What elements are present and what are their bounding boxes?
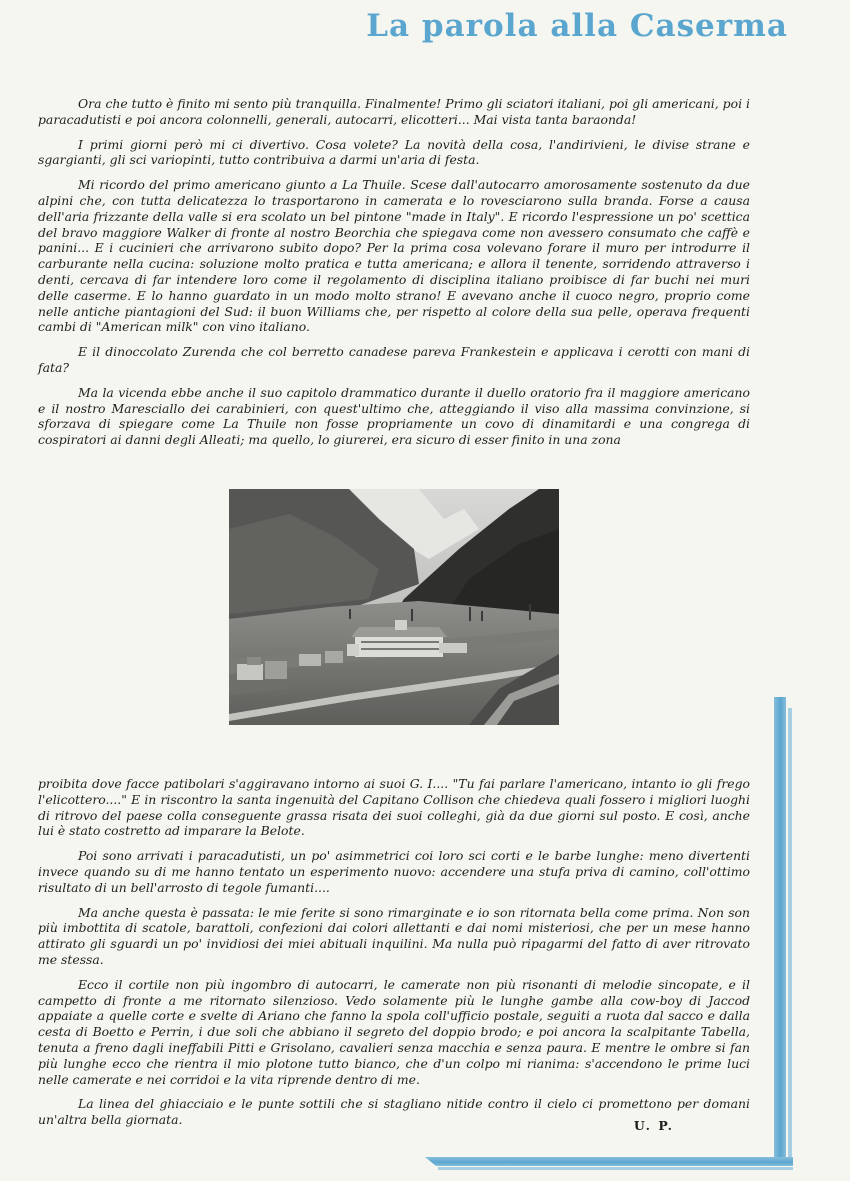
article-text-bottom bbox=[38, 776, 750, 1137]
decorative-frame-horizontal-shadow bbox=[438, 1167, 793, 1170]
decorative-frame-vertical bbox=[774, 697, 786, 1157]
decorative-frame-horizontal bbox=[425, 1157, 793, 1166]
paragraph: Poi sono arrivati i paracadutisti, un po' asimmetrici coi loro sci corti e le barbe lunghe: meno divertenti invece quando su di me hanno tentato un esperimento nuovo: accendere una stufa priva di camino, coll'ottimo risultato di un bell'arrosto di tegole fumanti.... bbox=[38, 848, 750, 895]
mountain-valley-image bbox=[229, 489, 559, 725]
paragraph: proibita dove facce patibolari s'aggiravano intorno ai suoi G. I.... "Tu fai parlare l'americano, intanto io gli frego l'elicottero...." E in riscontro la santa ingenuità del Capitano Collison che chiedeva quali fossero i migliori luoghi di ritrovo del paese colla conseguente grassa risata dei suoi colleghi, già da due giorni sul posto. E così, anche lui è stato costretto ad imparare la Belote. bbox=[38, 776, 750, 839]
paragraph: Ma la vicenda ebbe anche il suo capitolo drammatico durante il duello oratorio fra il maggiore americano e il nostro Maresciallo dei carabinieri, con quest'ultimo che, atteggiando il viso alla massima convinzione, si sforzava di spiegare come La Thuile non fosse propriamente un covo di dinamitardi e una congrega di cospiratori ai danni degli Alleati; ma quello, lo giurerei, era sicuro di esser finito in una zona bbox=[38, 384, 750, 448]
paragraph: La linea del ghiacciaio e le punte sottili che si stagliano nitide contro il cielo ci promettono per domani un'altra bella giornata. bbox=[38, 1096, 750, 1128]
author-signature: U. P. bbox=[633, 1118, 674, 1133]
paragraph: Ma anche questa è passata: le mie ferite si sono rimarginate e io son ritornata bella come prima. Non son più imbottita di scatole, barattoli, confezioni dai colori allettanti e dai nomi misteriosi, che per un mese hanno attirato gli sguardi un po' invidiosi dei miei abituali inquilini. Ma nulla può ripagarmi del fatto di aver ritrovato me stessa. bbox=[38, 904, 750, 967]
paragraph: I primi giorni però mi ci divertivo. Cosa volete? La novità della cosa, l'andirivieni, le divise strane e sgargianti, gli sci variopinti, tutto contribuiva a darmi un'aria di festa. bbox=[38, 136, 750, 168]
barracks-photo bbox=[229, 489, 559, 725]
paragraph: Mi ricordo del primo americano giunto a La Thuile. Scese dall'autocarro amorosamente sostenuto da due alpini che, con tutta delicatezza lo trasportarono in camerata e lo rovesciarono sulla branda. Forse a causa dell'aria frizzante della valle si era scolato un bel pintone "made in Italy". E ricordo l'espressione un po' scettica del bravo maggiore Walker di fronte al nostro Beorchia che spiegava come non avessero consumato che caffè e panini... E i cucinieri che arrivarono subito dopo? Per la prima cosa volevano forare il muro per introdurre il carburante nella cucina: soluzione molto pratica e tutta americana; e allora il tenente, sorridendo attraverso i denti, cercava di far intendere loro come il regolamento di disciplina italiano proibisce di far buchi nei muri delle caserme. E lo hanno guardato in un modo molto strano! E avevano anche il cuoco negro, proprio come nelle antiche piantagioni del Sud: il buon Williams che, per rispetto al colore della sua pelle, operava frequenti cambi di "American milk" con vino italiano. bbox=[38, 177, 750, 335]
paragraph: Ora che tutto è finito mi sento più tranquilla. Finalmente! Primo gli sciatori italiani, poi gli americani, poi i paracadutisti e poi ancora colonnelli, generali, autocarri, elicotteri... Mai vista tanta baraonda! bbox=[38, 96, 750, 127]
article-text-top bbox=[38, 96, 750, 457]
paragraph: E il dinoccolato Zurenda che col berretto canadese pareva Frankestein e applicava i cerotti con mani di fata? bbox=[38, 344, 750, 375]
paragraph: Ecco il cortile non più ingombro di autocarri, le camerate non più risonanti di melodie sincopate, e il campetto di fronte a me ritornato silenzioso. Vedo solamente più le lunghe gambe alla cow-boy di Jaccod appaiate a quelle corte e svelte di Ariano che fanno la spola coll'ufficio postale, seguiti a ruota dal sacco e dalla cesta di Boetto e Perrin, i due soli che abbiano il segreto del doppio brodo; e poi ancora la scalpitante Tabella, tenuta a freno dagli ineffabili Pitti e Grisolano, cavalieri senza macchia e senza paura. E mentre le ombre si fan più lunghe ecco che rientra il mio plotone tutto bianco, che d'un colpo mi rianima: s'accendono le prime luci nelle camerate e nei corridoi e la vita riprende dentro di me. bbox=[38, 976, 750, 1087]
decorative-frame-vertical-shadow bbox=[788, 708, 792, 1160]
page-title: La parola alla Caserma bbox=[366, 8, 788, 44]
